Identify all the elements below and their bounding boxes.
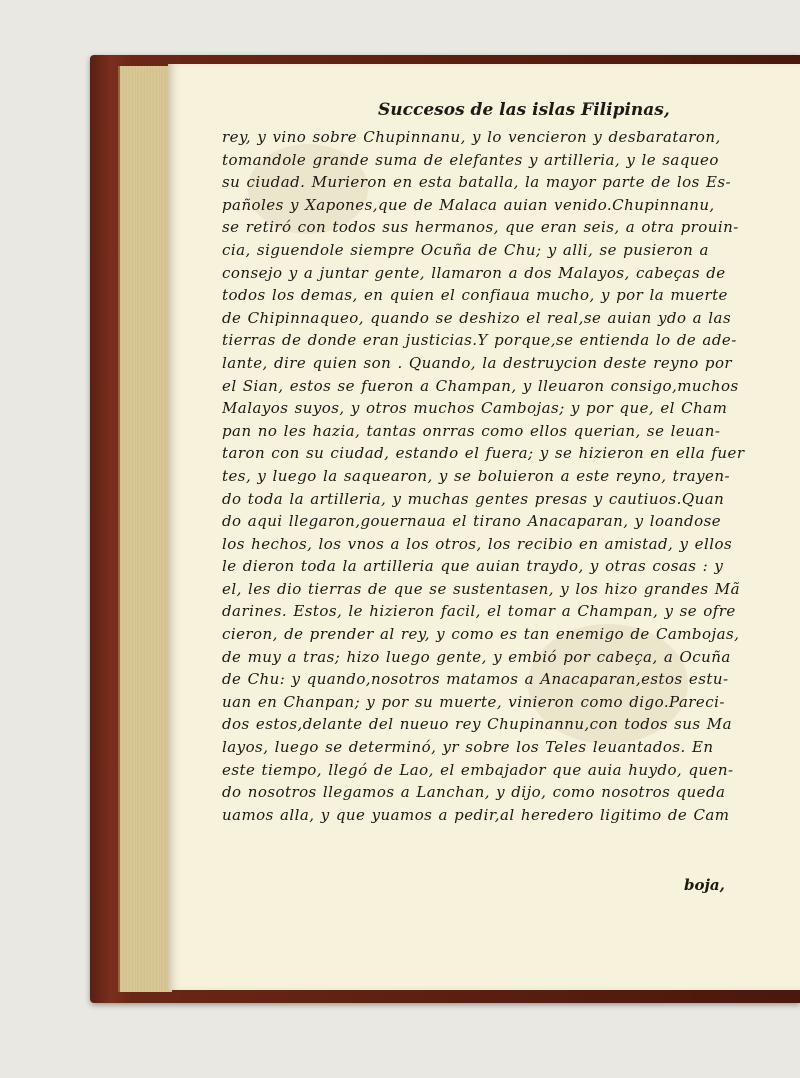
text-line: dos estos,delante del nueuo rey Chupinannu,con todos sus Ma [222,715,732,734]
text-line: este tiempo, llegó de Lao, el embajador que auia huydo, quen- [222,760,734,779]
text-line: tes, y luego la saquearon, y se boluieron a este reyno, trayen- [222,466,731,485]
text-line: uamos alla, y que yuamos a pedir,al heredero ligitimo de Cam [222,805,730,824]
text-line: taron con su ciudad, estando el fuera; y se hizieron en ella fuer [222,444,745,463]
text-line: todos los demas, en quien el confiaua mucho, y por la muerte [222,286,728,305]
text-line: tomandole grande suma de elefantes y artilleria, y le saqueo [222,150,719,169]
running-head: Succesos de las islas Filipinas, [378,100,670,120]
text-line: do aqui llegaron,gouernaua el tirano Anacaparan, y loandose [222,512,722,531]
text-line: rey, y vino sobre Chupinnanu, y lo vencieron y desbarataron, [222,128,721,146]
text-line: su ciudad. Murieron en esta batalla, la mayor parte de los Es- [222,173,732,192]
text-line: Malayos suyos, y otros muchos Cambojas; y por que, el Cham [222,399,728,418]
text-line: de Chipinnaqueo, quando se deshizo el real,se auian ydo a las [222,308,732,327]
catchword: boja, [684,876,725,894]
text-line: los hechos, los vnos a los otros, los recibio en amistad, y ellos [222,534,733,553]
text-line: darines. Estos, le hizieron facil, el tomar a Champan, y se ofre [222,602,736,621]
text-line: el Sian, estos se fueron a Champan, y lleuaron consigo,muchos [222,376,739,395]
text-line: consejo y a juntar gente, llamaron a dos Malayos, cabeças de [222,263,726,282]
text-line: de Chu: y quando,nosotros matamos a Anacaparan,estos estu- [222,670,729,689]
text-line: el, les dio tierras de que se sustentasen, y los hizo grandes Mã [222,579,740,598]
text-line: le dieron toda la artilleria que auian traydo, y otras cosas : y [222,557,724,576]
text-line: uan en Chanpan; y por su muerte, vinieron como digo.Pareci- [222,692,725,711]
text-line: do nosotros llegamos a Lanchan, y dijo, como nosotros queda [222,783,726,802]
text-line: layos, luego se determinó, yr sobre los Teles leuantados. En [222,738,714,757]
text-block [222,126,800,826]
text-line: do toda la artilleria, y muchas gentes presas y cautiuos.Quan [222,489,725,508]
text-line: pañoles y Xapones,que de Malaca auian venido.Chupinnanu, [222,195,715,214]
text-line: tierras de donde eran justicias.Y porque,se entienda lo de ade- [222,331,737,350]
text-line: lante, dire quien son . Quando, la destruycion deste reyno por [222,353,733,372]
text-line: cieron, de prender al rey, y como es tan enemigo de Cambojas, [222,625,740,644]
text-line: pan no les hazia, tantas onrras como ellos querian, se leuan- [222,421,721,440]
text-line: de muy a tras; hizo luego gente, y embió por cabeça, a Ocuña [222,647,731,666]
text-line: cia, siguendole siempre Ocuña de Chu; y alli, se pusieron a [222,240,709,259]
page-edges [118,66,172,992]
text-line: se retiró con todos sus hermanos, que eran seis, a otra prouin- [222,218,739,237]
